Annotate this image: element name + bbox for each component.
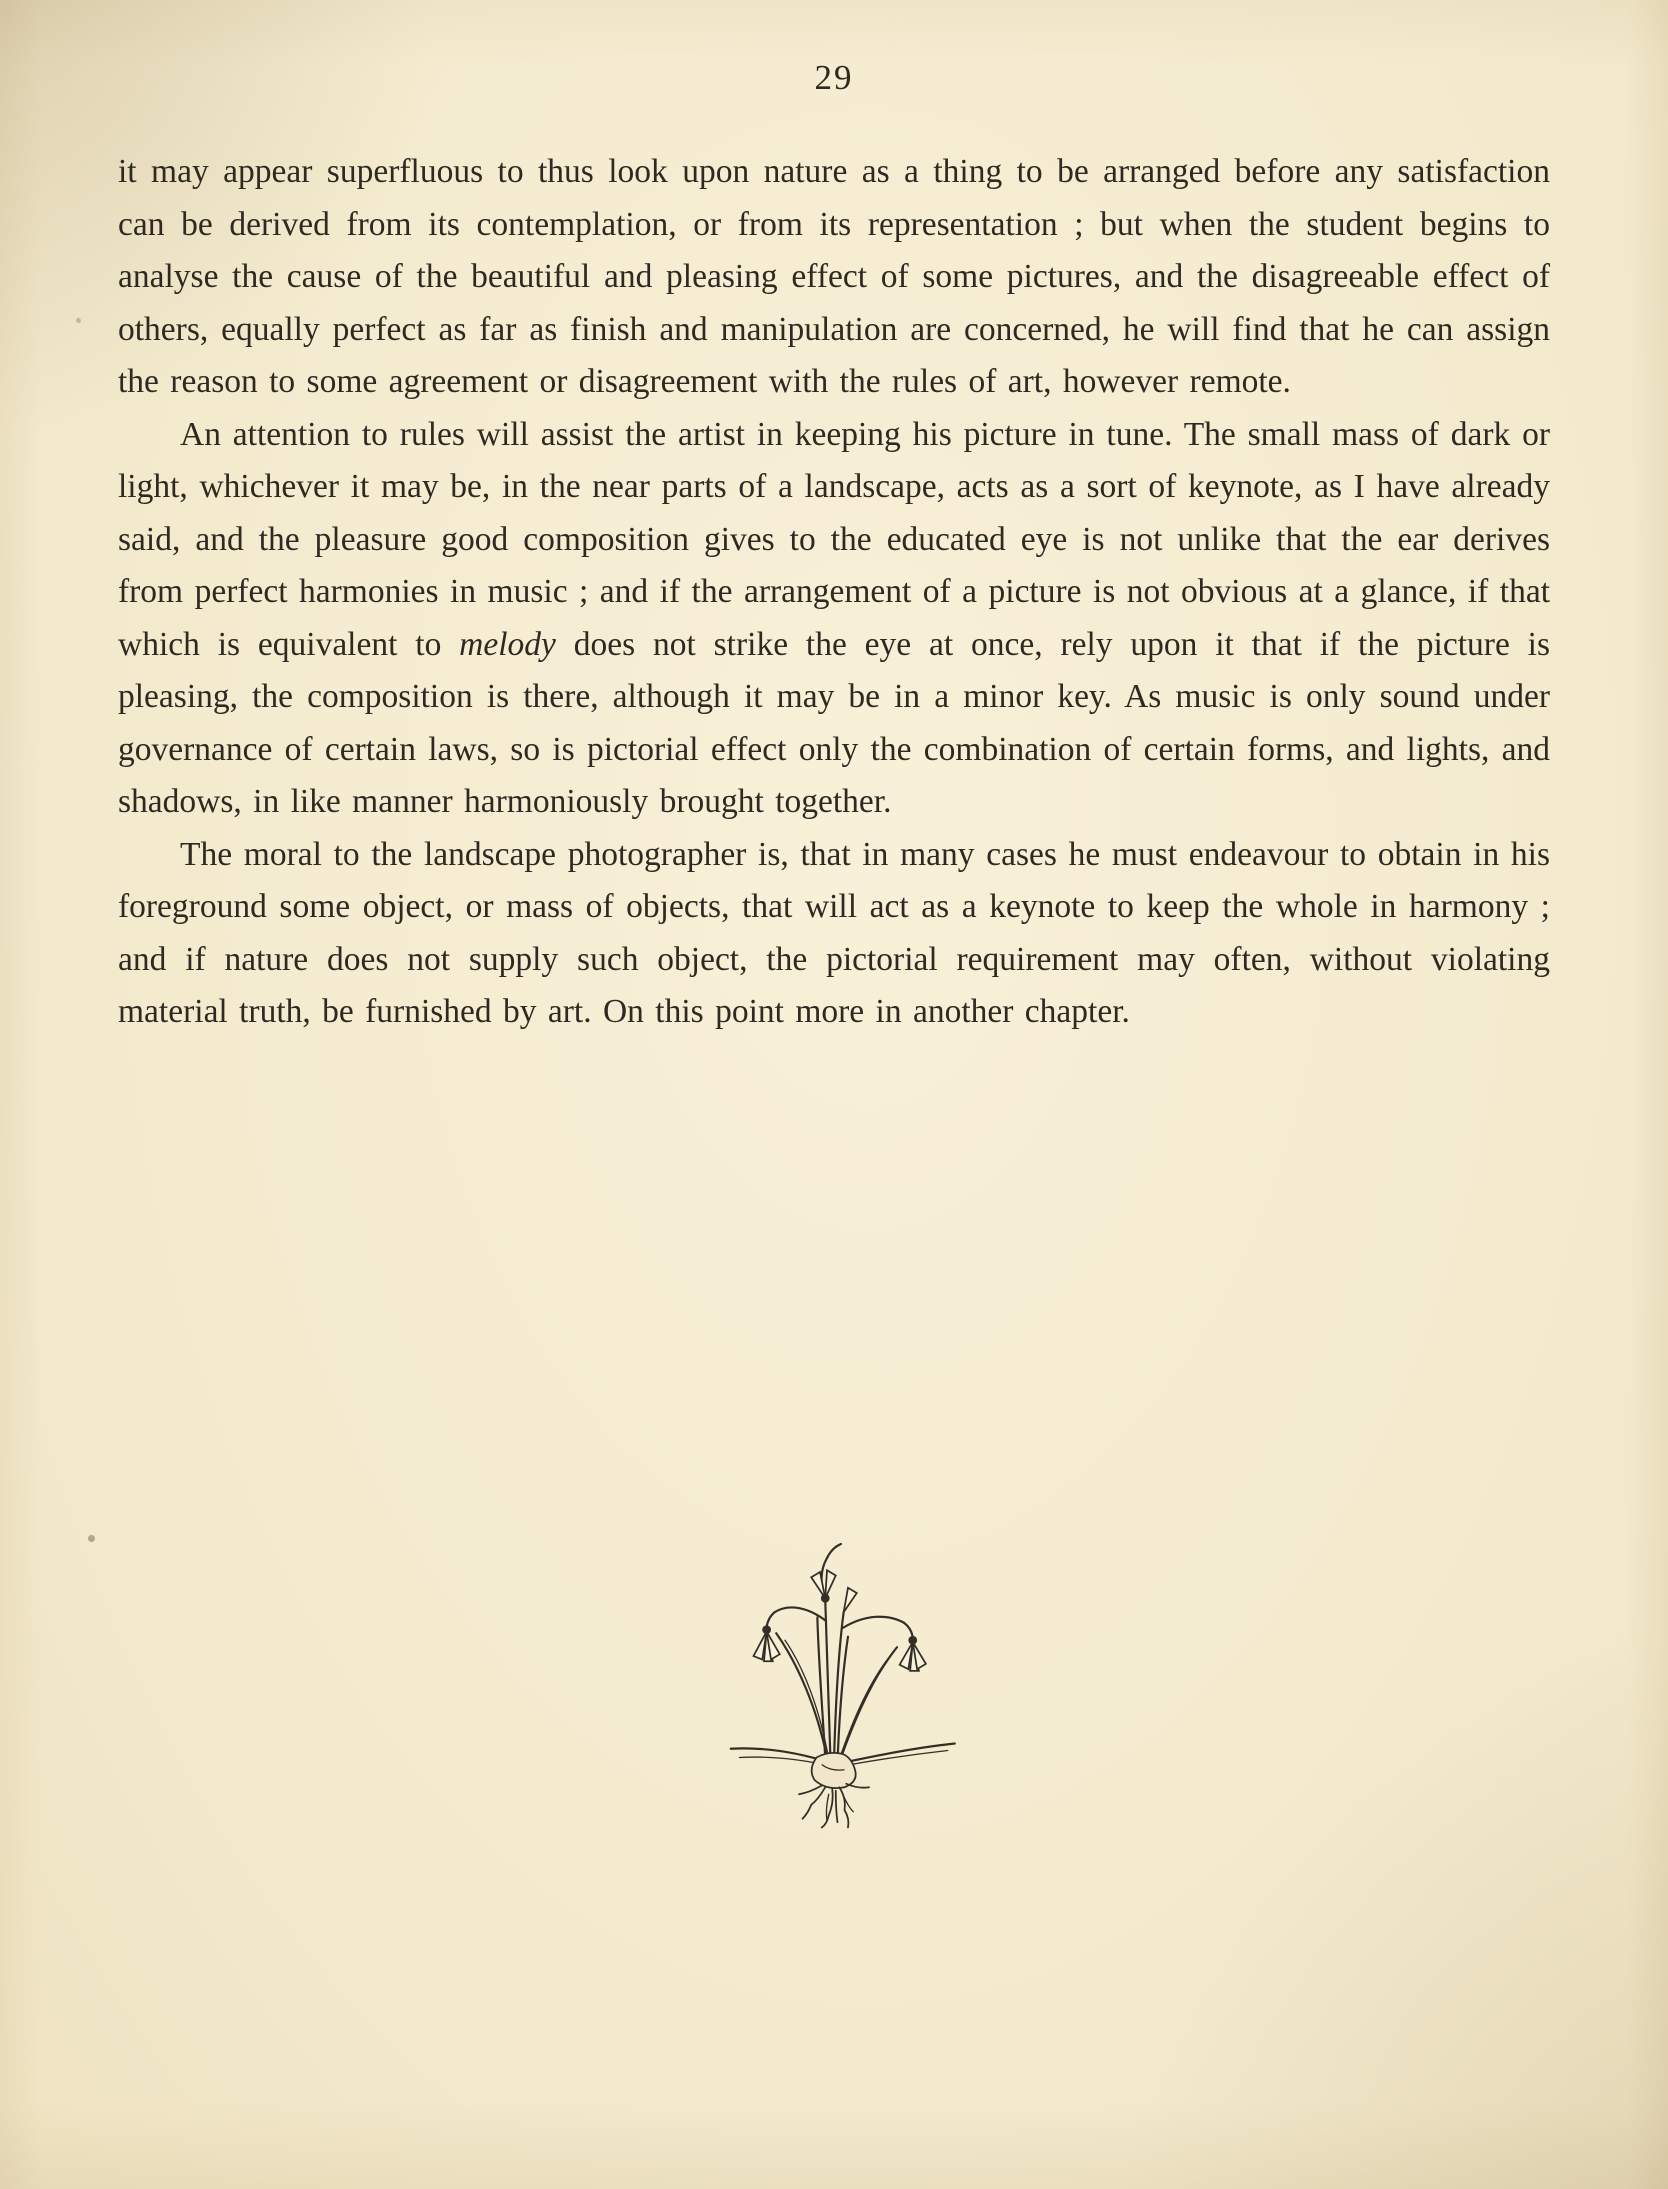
- page-number: 29: [814, 58, 854, 97]
- paragraph-2-italic-word: melody: [459, 625, 556, 663]
- paragraph-2-text: An attention to rules will assist the artist in keeping his picture in tune. The small mass of dark or light, whichever it may be, in the near parts of a landscape, acts as a sort of keynote, as I have already said, and the pleasure good composition gives to the educated eye is not unlike that the ear derives from perfect harmonies in music ; and if the arrangement of a picture is not obvious at a glance, if that which is equivalent to: [118, 415, 1550, 663]
- paragraph-1: it may appear superfluous to thus look upon nature as a thing to be arranged before any satisfaction can be derived from its contemplation, or from its representation ; but when the student begins to analyse the cause of the beautiful and pleasing effect of some pictures, and the disagreeable effect of others, equally perfect as far as finish and manipulation are concerned, he will find that he can assign the reason to some agreement or disagreement with the rules of art, however remote.: [118, 153, 1550, 400]
- snowdrop-illustration: [694, 1528, 974, 1868]
- paragraph-2-text-after: does not strike the eye at once, rely upon it that if the picture is pleasing, the composition is there, although it may be in a minor key. As music is only sound under governance of certain laws, so is pictorial effect only the combination of certain forms, and lights, and shadows, in like manner harmoniously brought together.: [118, 625, 1550, 820]
- paragraph-3: The moral to the landscape photographer is, that in many cases he must endeavour to obtain in his foreground some object, or mass of objects, that will act as a keynote to keep the whole in harmony ; and if nature does not supply such object, the pictorial requirement may often, without violating material truth, be furnished by art. On this point more in another chapter.: [118, 835, 1550, 1030]
- tailpiece-container: [0, 1528, 1668, 1873]
- paragraph-2: [118, 409, 1550, 829]
- page-text: [118, 146, 1550, 1039]
- scan-speck: [88, 1535, 95, 1542]
- scan-speck: [75, 317, 82, 324]
